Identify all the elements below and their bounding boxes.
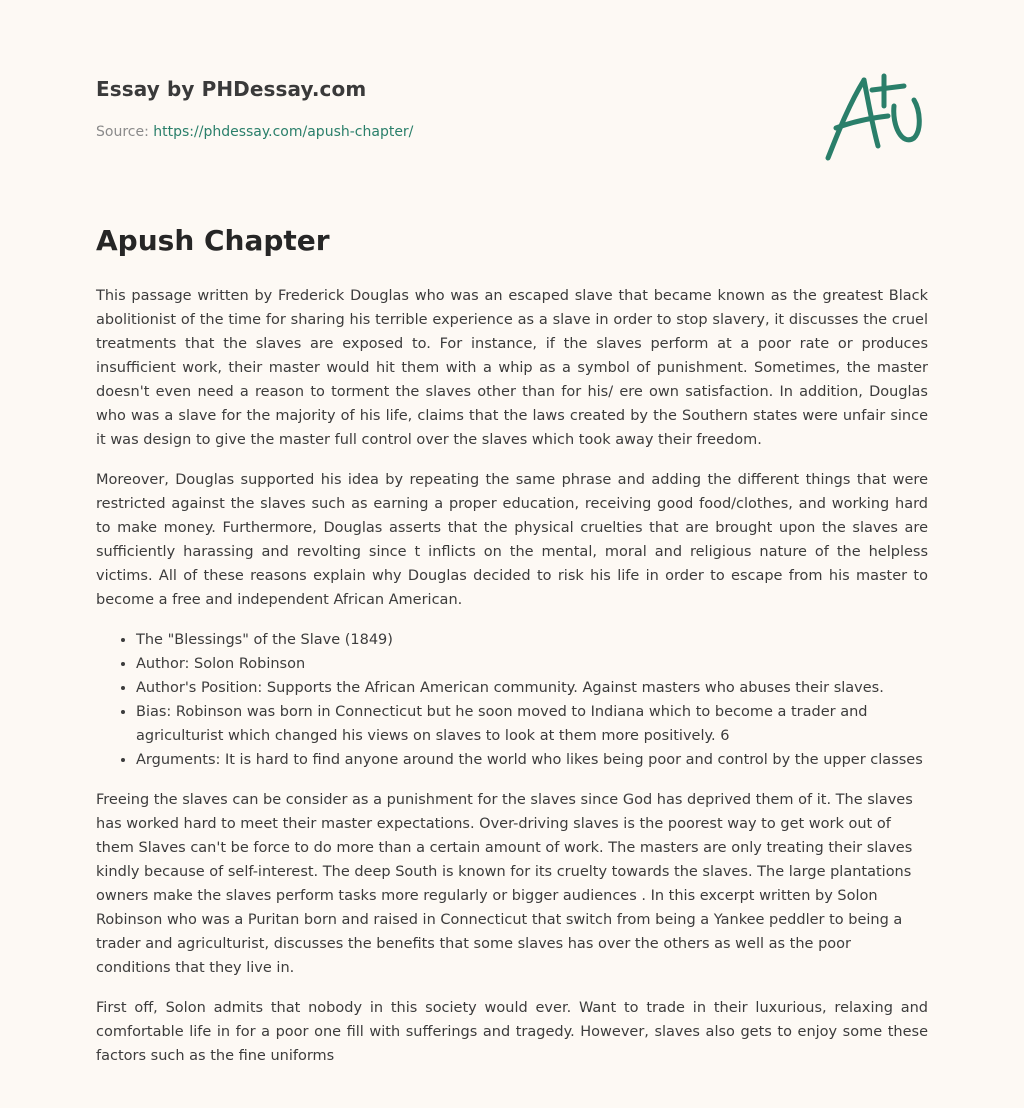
paragraph: Freeing the slaves can be consider as a punishment for the slaves since God has deprived them of it. The slaves has worked hard to meet their master expectations. Over-driving slaves is the poorest way to get work out of them Slaves can't be force to do more than a certain amount of work. The masters are only treating their slaves kindly because of self-interest. The deep South is known for its cruelty towards the slaves. The large plantations owners make the slaves perform tasks more regularly or bigger audiences . In this excerpt written by Solon Robinson who was a Puritan born and raised in Connecticut that switch from being a Yankee peddler to being a trader and agriculturist, discusses the benefits that some slaves has over the others as well as the poor conditions that they live in.: [96, 792, 913, 976]
source-link[interactable]: https://phdessay.com/apush-chapter/: [153, 124, 414, 140]
article-title: Apush Chapter: [96, 224, 330, 257]
paragraph: First off, Solon admits that nobody in this society would ever. Want to trade in their luxurious, relaxing and comfortable life in for a poor one fill with sufferings and tragedy. However, slaves also gets to enjoy some these factors such as the fine uniforms: [96, 1000, 928, 1064]
list-item: • Arguments: It is hard to find anyone around the world who likes being poor and control by the upper classes: [136, 748, 928, 772]
paragraph: Moreover, Douglas supported his idea by repeating the same phrase and adding the different things that were restricted against the slaves such as earning a proper education, receiving good food/clothes, and working hard to make money. Furthermore, Douglas asserts that the physical cruelties that are brought upon the slaves are sufficiently harassing and revolting since t inflicts on the mental, moral and religious nature of the helpless victims. All of these reasons explain why Douglas decided to risk his life in order to escape from his master to become a free and independent African American.: [96, 472, 928, 608]
paragraph: This passage written by Frederick Douglas who was an escaped slave that became known as the greatest Black abolitionist of the time for sharing his terrible experience as a slave in order to stop slavery, it discusses the cruel treatments that the slaves are exposed to. For instance, if the slaves perform at a poor rate or produces insufficient work, their master would hit them with a whip as a symbol of punishment. Sometimes, the master doesn't even need a reason to torment the slaves other than for his/ ere own satisfaction. In addition, Douglas who was a slave for the majority of his life, claims that the laws created by the Southern states were unfair since it was design to give the master full control over the slaves which took away their freedom.: [96, 288, 928, 448]
list-item: • Author's Position: Supports the African American community. Against masters who abuses their slaves.: [136, 676, 928, 700]
list-item: • Author: Solon Robinson: [136, 652, 928, 676]
article-body: [96, 284, 928, 1084]
a-plus-logo-icon: [822, 66, 930, 166]
bullet-list: [96, 628, 928, 772]
source-label: Source:: [96, 124, 154, 140]
source-line: [96, 124, 413, 140]
site-brand: Essay by PHDessay.com: [96, 77, 367, 101]
list-item: • Bias: Robinson was born in Connecticut but he soon moved to Indiana which to become a trader and agriculturist which changed his views on slaves to look at them more positively. 6: [136, 700, 928, 748]
list-item: • The "Blessings" of the Slave (1849): [136, 628, 928, 652]
